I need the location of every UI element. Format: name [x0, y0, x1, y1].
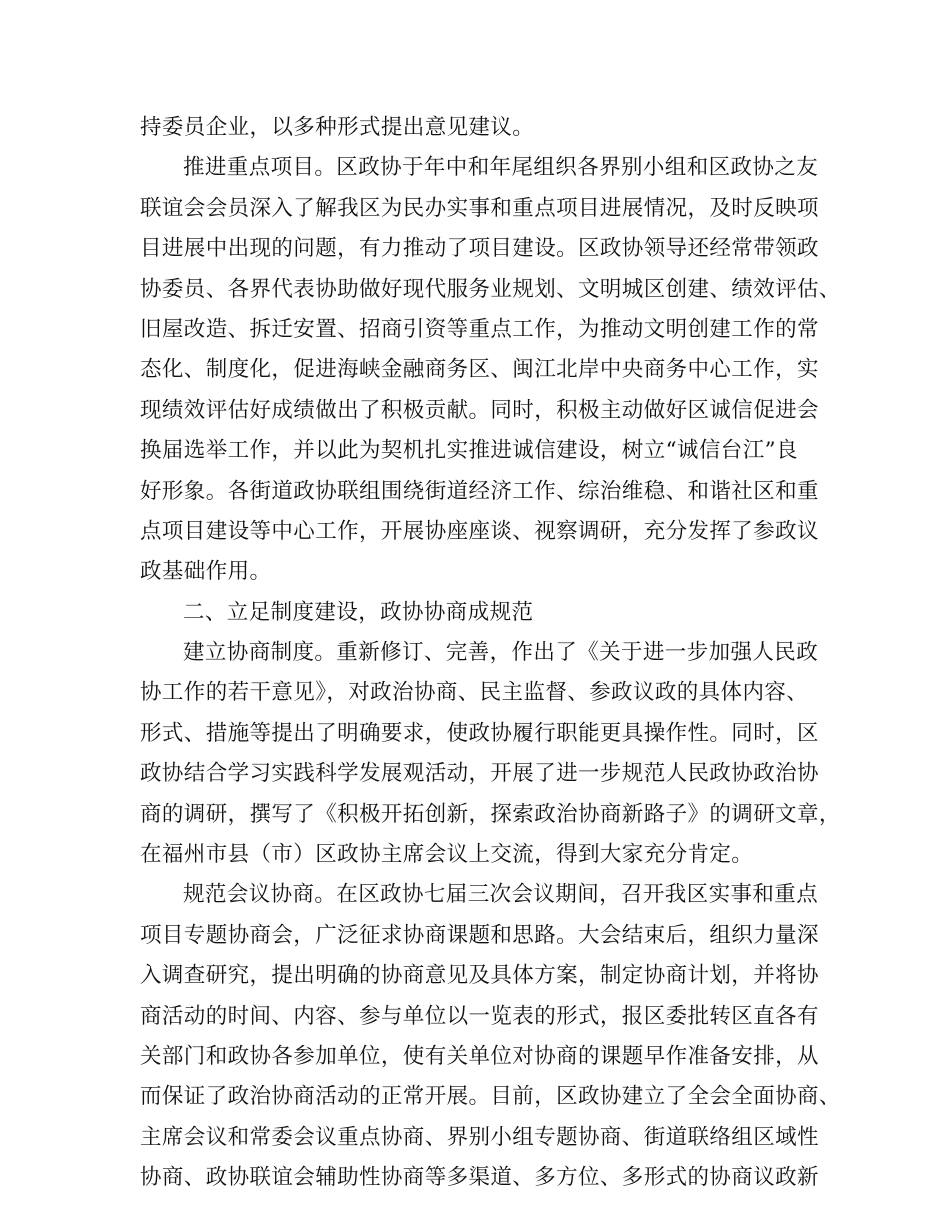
text-line: 联谊会会员深入了解我区为民办实事和重点项目进展情况，及时反映项 — [140, 195, 819, 221]
text-line: 推进重点项目。区政协于年中和年尾组织各界别小组和区政协之友 — [183, 155, 819, 181]
text-line: 在福州市县（市）区政协主席会议上交流，得到大家充分肯定。 — [140, 842, 754, 868]
text-line: 规范会议协商。在区政协七届三次会议期间，召开我区实事和重点 — [183, 882, 819, 908]
text-line: 入调查研究，提出明确的协商意见及具体方案，制定协商计划，并将协 — [140, 963, 819, 989]
text-line: 目进展中出现的问题，有力推动了项目建设。区政协领导还经常带领政 — [140, 236, 819, 262]
text-line: 现绩效评估好成绩做出了积极贡献。同时，积极主动做好区诚信促进会 — [140, 397, 819, 423]
text-line: 商的调研，撰写了《积极开拓创新，探索政治协商新路子》的调研文章， — [140, 801, 841, 827]
text-line: 主席会议和常委会议重点协商、界别小组专题协商、街道联络组区域性 — [140, 1124, 819, 1150]
text-line: 换届选举工作，并以此为契机扎实推进诚信建设，树立“诚信台江”良 — [140, 438, 798, 464]
text-line: 关部门和政协各参加单位，使有关单位对协商的课题早作准备安排，从 — [140, 1043, 819, 1069]
text-line: 建立协商制度。重新修订、完善，作出了《关于进一步加强人民政 — [183, 640, 819, 666]
text-line: 形式、措施等提出了明确要求，使政协履行职能更具操作性。同时，区 — [140, 720, 819, 746]
text-line: 政协结合学习实践科学发展观活动，开展了进一步规范人民政协政治协 — [140, 761, 819, 787]
text-line: 点项目建设等中心工作，开展协座座谈、视察调研，充分发挥了参政议 — [140, 518, 819, 544]
text-line: 协工作的若干意见》，对政治协商、民主监督、参政议政的具体内容、 — [140, 680, 809, 706]
text-line: 态化、制度化，促进海峡金融商务区、闽江北岸中央商务中心工作，实 — [140, 357, 819, 383]
text-line: 协商、政协联谊会辅助性协商等多渠道、多方位、多形式的协商议政新 — [140, 1165, 819, 1191]
text-line: 二、立足制度建设，政协协商成规范 — [183, 599, 534, 625]
text-line: 好形象。各街道政协联组围绕街道经济工作、综治维稳、和谐社区和重 — [140, 478, 819, 504]
text-line: 协委员、各界代表协助做好现代服务业规划、文明城区创建、绩效评估、 — [140, 276, 841, 302]
text-line: 商活动的时间、内容、参与单位以一览表的形式，报区委批转区直各有 — [140, 1003, 819, 1029]
text-line: 持委员企业，以多种形式提出意见建议。 — [140, 115, 535, 140]
text-line: 旧屋改造、拆迁安置、招商引资等重点工作，为推动文明创建工作的常 — [140, 316, 819, 342]
text-line: 项目专题协商会，广泛征求协商课题和思路。大会结束后，组织力量深 — [140, 922, 819, 948]
text-line: 政基础作用。 — [140, 559, 272, 585]
text-line: 而保证了政治协商活动的正常开展。目前，区政协建立了全会全面协商、 — [140, 1084, 841, 1110]
body-text — [140, 108, 841, 1199]
